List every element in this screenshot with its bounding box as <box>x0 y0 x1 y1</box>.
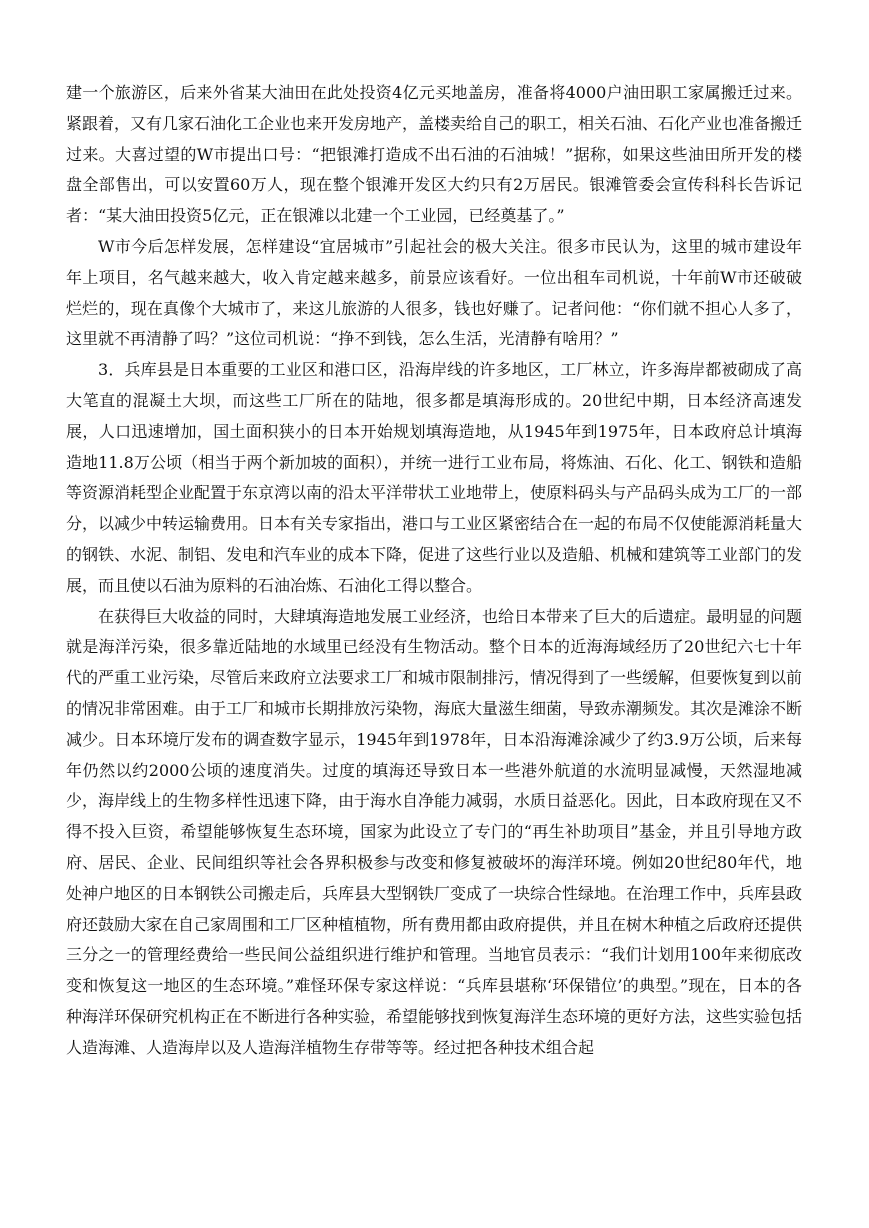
paragraph-hyogo-industrial-zone: 3．兵库县是日本重要的工业区和港口区，沿海岸线的许多地区，工厂林立，许多海岸都被砌成了高大笔直的混凝土大坝，而这些工厂所在的陆地，很多都是填海形成的。20世纪中期，日本经济高速发展，人口迅速增加，国土面积狭小的日本开始规划填海造地，从1945年到1975年，日本政府总计填海造地11.8万公顷（相当于两个新加坡的面积），并统一进行工业布局，将炼油、石化、化工、钢铁和造船等资源消耗型企业配置于东京湾以南的沿太平洋带状工业地带上，使原料码头与产品码头成为工厂的一部分，以减少中转运输费用。日本有关专家指出，港口与工业区紧密结合在一起的布局不仅使能源消耗量大的钢铁、水泥、制铝、发电和汽车业的成本下降，促进了这些行业以及造船、机械和建筑等工业部门的发展，而且使以石油为原料的石油冶炼、石油化工得以整合。 <box>66 360 803 595</box>
paragraph-reclamation-aftermath: 在获得巨大收益的同时，大肆填海造地发展工业经济，也给日本带来了巨大的后遗症。最明显的问题就是海洋污染，很多靠近陆地的水域里已经没有生物活动。整个日本的近海海域经历了20世纪六七十年代的严重工业污染，尽管后来政府立法要求工厂和城市限制排污，情况得到了一些缓解，但要恢复到以前的情况非常困难。由于工厂和城市长期排放污染物，海底大量滋生细菌，导致赤潮频发。其次是滩涂不断减少。日本环境厅发布的调查数字显示，1945年到1978年，日本沿海滩涂减少了约3.9万公顷，后来每年仍然以约2000公顷的速度消失。过度的填海还导致日本一些港外航道的水流明显减慢，天然湿地减少，海岸线上的生物多样性迅速下降，由于海水自净能力减弱，水质日益恶化。因此，日本政府现在又不得不投入巨资，希望能够恢复生态环境，国家为此设立了专门的“再生补助项目”基金，并且引导地方政府、居民、企业、民间组织等社会各界积极参与改变和修复被破坏的海洋环境。例如20世纪80年代，地处神户地区的日本钢铁公司搬走后，兵库县大型钢铁厂变成了一块综合性绿地。在治理工作中，兵库县政府还鼓励大家在自己家周围和工厂区种植植物，所有费用都由政府提供，并且在树木种植之后政府还提供三分之一的管理经费给一些民间公益组织进行维护和管理。当地官员表示：“我们计划用100年来彻底改变和恢复这一地区的生态环境。”难怪环保专家这样说：“兵库县堪称‘环保错位’的典型。”现在，日本的各种海洋环保研究机构正在不断进行各种实验，希望能够找到恢复海洋生态环境的更好方法，这些实验包括人造海滩、人造海岸以及人造海洋植物生存带等等。经过把各种技术组合起 <box>66 606 803 1057</box>
paragraph-w-city-development: W市今后怎样发展，怎样建设“宜居城市”引起社会的极大关注。很多市民认为，这里的城市建设年年上项目，名气越来越大，收入肯定越来越多，前景应该看好。一位出租车司机说，十年前W市还破破烂烂的，现在真像个大城市了，来这儿旅游的人很多，钱也好赚了。记者问他：“你们就不担心人多了，这里就不再清静了吗？”这位司机说：“挣不到钱，怎么生活，光清静有啥用？” <box>66 236 802 349</box>
document-body <box>66 78 802 1064</box>
paragraph-continuation: 建一个旅游区，后来外省某大油田在此处投资4亿元买地盖房，准备将4000户油田职工家属搬迁过来。紧跟着，又有几家石油化工企业也来开发房地产，盖楼卖给自己的职工，相关石油、石化产业也准备搬迁过来。大喜过望的W市提出口号：“把银滩打造成不出石油的石油城！”据称，如果这些油田所开发的楼盘全部售出，可以安置60万人，现在整个银滩开发区大约只有2万居民。银滩管委会宣传科科长告诉记者：“某大油田投资5亿元，正在银滩以北建一个工业园，已经奠基了。” <box>66 83 803 226</box>
